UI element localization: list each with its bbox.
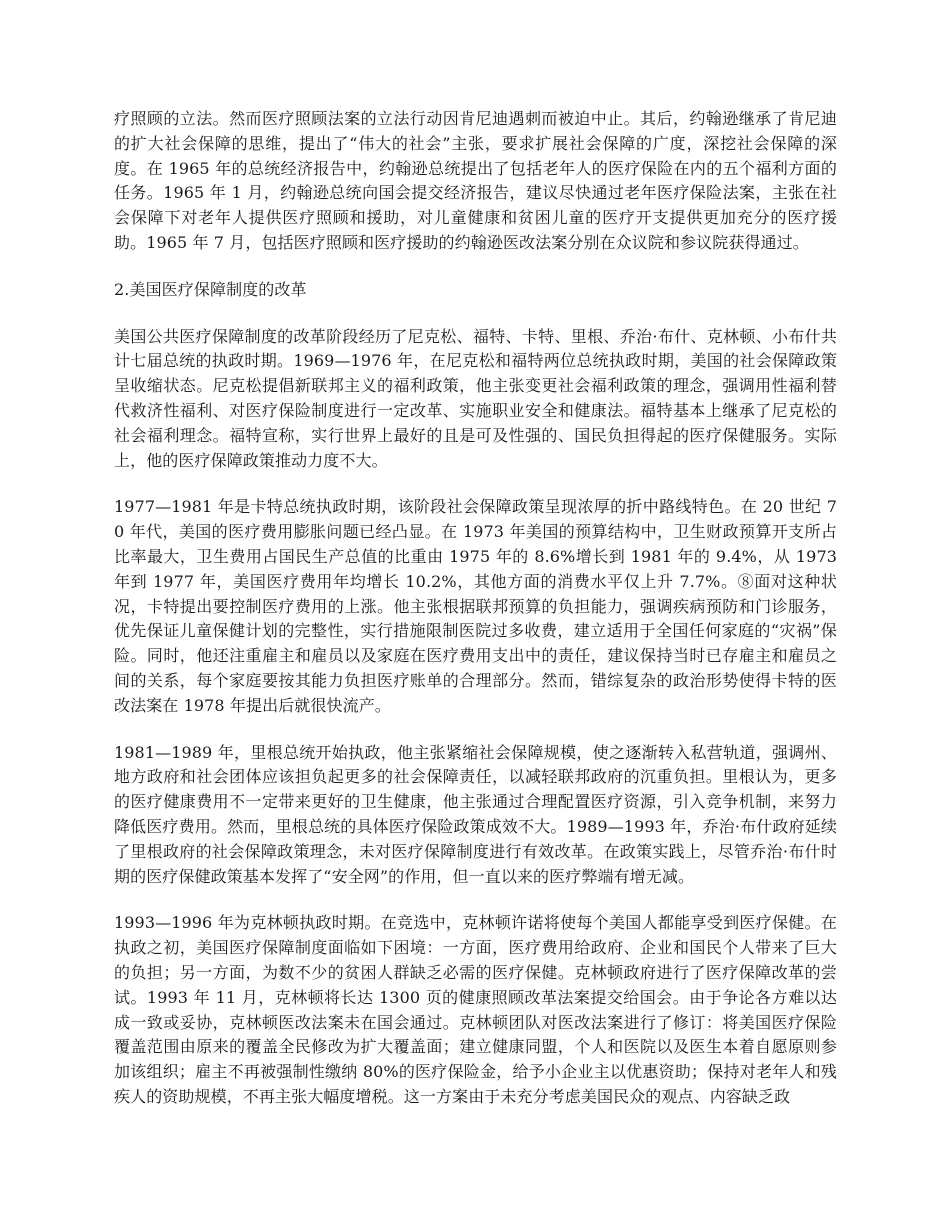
section-heading: 2.美国医疗保障制度的改革 — [114, 279, 307, 299]
paragraph-reagan-bush: 1981—1989 年，里根总统开始执政，他主张紧缩社会保障规模，使之逐渐转入私营轨道，强调州、地方政府和社会团体应该担负起更多的社会保障责任，以减轻联邦政府的沉重负担。里根认为，更多的医疗健康费用不一定带来更好的卫生健康，他主张通过合理配置医疗资源，引入竞争机制，来努力降低医疗费用。然而，里根总统的具体医疗保险政策成效不大。1989—1993 年，乔治·布什政府延续了里根政府的社会保障政策理念，未对医疗保障制度进行有效改革。在政策实践上，尽管乔治·布什时期的医疗保健政策基本发挥了“安全网”的作用，但一直以来的医疗弊端有增无减。 — [114, 742, 837, 886]
paragraph-carter: 1977—1981 年是卡特总统执政时期，该阶段社会保障政策呈现浓厚的折中路线特色。在 20 世纪 70 年代，美国的医疗费用膨胀问题已经凸显。在 1973 年美国的预算结构中，卫生财政预算开支所占比率最大，卫生费用占国民生产总值的比重由 1975 年的 8.6%增长到 1981 年的 9.4%，从 1973 年到 1977 年，美国医疗费用年均增长 10.2%，其他方面的消费水平仅上升 7.7%。⑧面对这种状况，卡特提出要控制医疗费用的上涨。他主张根据联邦预算的负担能力，强调疾病预防和门诊服务，优先保证儿童保健计划的完整性，实行措施限制医院过多收费，建立适用于全国任何家庭的“灾祸”保险。同时，他还注重雇主和雇员以及家庭在医疗费用支出中的责任，建议保持当时已存雇主和雇员之间的关系，每个家庭要按其能力负担医疗账单的合理部分。然而，错综复杂的政治形势使得卡特的医改法案在 1978 年提出后就很快流产。 — [114, 497, 837, 715]
paragraph-clinton: 1993—1996 年为克林顿执政时期。在竞选中，克林顿许诺将使每个美国人都能享受到医疗保健。在执政之初，美国医疗保障制度面临如下困境：一方面，医疗费用给政府、企业和国民个人带来了巨大的负担；另一方面，为数不少的贫困人群缺乏必需的医疗保健。克林顿政府进行了医疗保障改革的尝试。1993 年 11 月，克林顿将长达 1300 页的健康照顾改革法案提交给国会。由于争论各方难以达成一致或妥协，克林顿医改法案未在国会通过。克林顿团队对医改法案进行了修订：将美国医疗保险覆盖范围由原来的覆盖全民修改为扩大覆盖面；建立健康同盟，个人和医院以及医生本着自愿原则参加该组织；雇主不再被强制性缴纳 80%的医疗保险金，给予小企业主以优惠资助；保持对老年人和残疾人的资助规模，不再主张大幅度增税。这一方案由于未充分考虑美国民众的观点、内容缺乏政 — [114, 913, 837, 1106]
paragraph-reform-overview: 美国公共医疗保障制度的改革阶段经历了尼克松、福特、卡特、里根、乔治·布什、克林顿、小布什共计七届总统的执政时期。1969—1976 年，在尼克松和福特两位总统执政时期，美国的社会保障政策呈收缩状态。尼克松提倡新联邦主义的福利政策，他主张变更社会福利政策的理念，强调用性福利替代救济性福利、对医疗保险制度进行一定改革、实施职业安全和健康法。福特基本上继承了尼克松的社会福利理念。福特宣称，实行世界上最好的且是可及性强的、国民负担得起的医疗保健服务。实际上，他的医疗保障政策推动力度不大。 — [114, 326, 837, 470]
paragraph-continuation: 疗照顾的立法。然而医疗照顾法案的立法行动因肯尼迪遇刺而被迫中止。其后，约翰逊继承了肯尼迪的扩大社会保障的思维，提出了“伟大的社会”主张，要求扩展社会保障的广度，深挖社会保障的深度。在 1965 年的总统经济报告中，约翰逊总统提出了包括老年人的医疗保险在内的五个福利方面的任务。1965 年 1 月，约翰逊总统向国会提交经济报告，建议尽快通过老年医疗保险法案，主张在社会保障下对老年人提供医疗照顾和援助，对儿童健康和贫困儿童的医疗开支提供更加充分的医疗援助。1965 年 7 月，包括医疗照顾和医疗援助的约翰逊医改法案分别在众议院和参议院获得通过。 — [114, 109, 837, 252]
document-page — [114, 107, 837, 1132]
